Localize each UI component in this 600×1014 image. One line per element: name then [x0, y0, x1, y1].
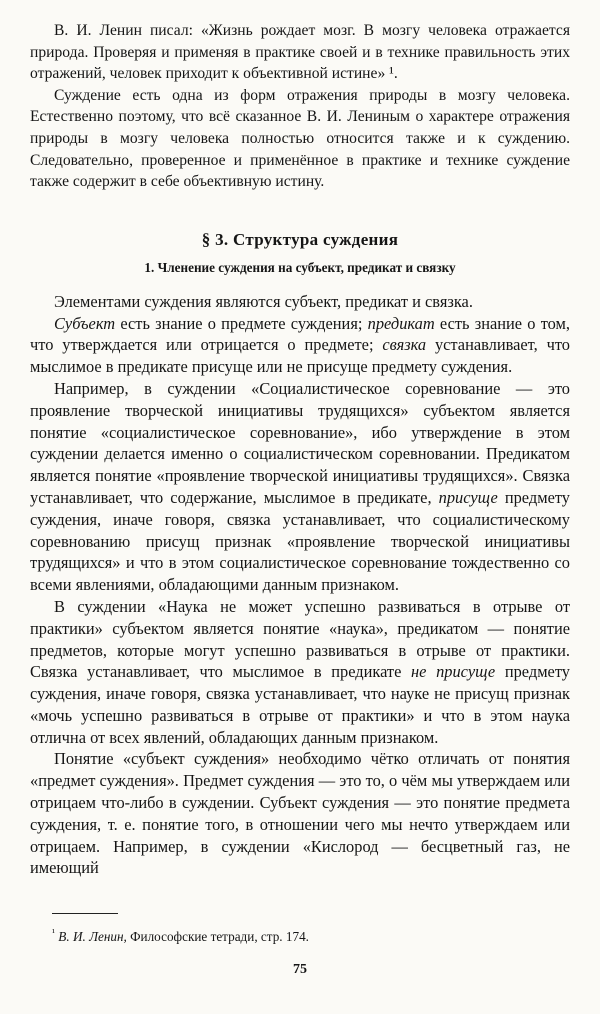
section-title: § 3. Структура суждения [201, 229, 399, 249]
paragraph-subject-vs-object: Понятие «субъект суждения» необходимо чётко отличать от понятия «предмет суждения». Предмет суждения — это то, о чём мы утверждаем или отрицаем что-либо в суждении. Субъект суждения — это понятие предмета суждения, т. е. понятие того, в отношении чего мы нечто утверждаем или отрицаем. Например, в суждении «Кислород — бесцветный газ, не имеющий [30, 749, 570, 878]
footnote-author: В. И. Ленин, [58, 929, 127, 944]
footnote [52, 929, 309, 945]
term-inherent: присуще [438, 487, 498, 507]
footnote-mark: ¹ [52, 927, 55, 939]
footnote-divider [52, 913, 118, 914]
footnote-text: Философские тетради, стр. 174. [130, 929, 309, 944]
page-number: 75 [293, 962, 307, 977]
text-span: предмету суждения, иначе говоря, связка устанавливает, что социалистическому соревнованию присущ признак «проявление творческой инициативы трудящихся» и что в этом социалистическое соревнование тождественно со всеми явлениями, обладающими данным признаком. [30, 487, 570, 595]
paragraph-example-science [30, 596, 570, 749]
term-copula: связка [382, 335, 427, 355]
text-span: В суждении «Наука не может успешно развиваться в отрыве от практики» субъектом является понятие «наука», предикатом — понятие предметов, которые могут успешно развиваться в отрыве от практики. Связка устанавливает, что мыслимое в предикате [30, 596, 570, 682]
paragraph-elements: Элементами суждения являются субъект, предикат и связка. [54, 291, 473, 311]
term-not-inherent: не присуще [411, 662, 496, 682]
term-predicate: предикат [367, 313, 435, 333]
text-span: есть знание о том, что утверждается или отрицается о предмете; [30, 313, 570, 355]
subsection-title: 1. Членение суждения на субъект, предикат и связку [144, 259, 456, 275]
paragraph-example-competition [30, 378, 570, 596]
text-span: устанавливает, что мыслимое в предикате присуще или не присуще предмету суждения. [30, 335, 570, 377]
paragraph-definitions [30, 313, 570, 378]
text-span: есть знание о предмете суждения; [115, 313, 368, 333]
text-span: предмету суждения, иначе говоря, связка устанавливает, что науке не присущ признак «мочь успешно развиваться в отрыве от практики» и что в этом наука отлична от всех явлений, обладающих данным признаком. [30, 662, 570, 747]
text-span: Например, в суждении «Социалистическое соревнование — это проявление творческой инициативы трудящихся» субъектом является понятие «социалистическое соревнование», ибо утверждение в этом суждении делается именно о социалистическом соревновании. Предикатом является понятие «проявление творческой инициативы трудящихся». Связка устанавливает, что содержание, мыслимое в предикате, [30, 378, 570, 507]
paragraph-reflection: Суждение есть одна из форм отражения природы в мозгу человека. Естественно поэтому, что всё сказанное В. И. Лениным о характере отражения природы в мозгу человека полностью относится также и к суждению. Следовательно, проверенное и применённое в практике и технике суждение также содержит в себе объективную истину. [30, 86, 570, 191]
term-subject: Субъект [54, 313, 116, 333]
paragraph-lenin-quote: В. И. Ленин писал: «Жизнь рождает мозг. В мозгу человека отражается природа. Проверяя и применяя в практике своей и в технике правильность этих отражений, человек приходит к объективной истине» ¹. [30, 22, 570, 83]
